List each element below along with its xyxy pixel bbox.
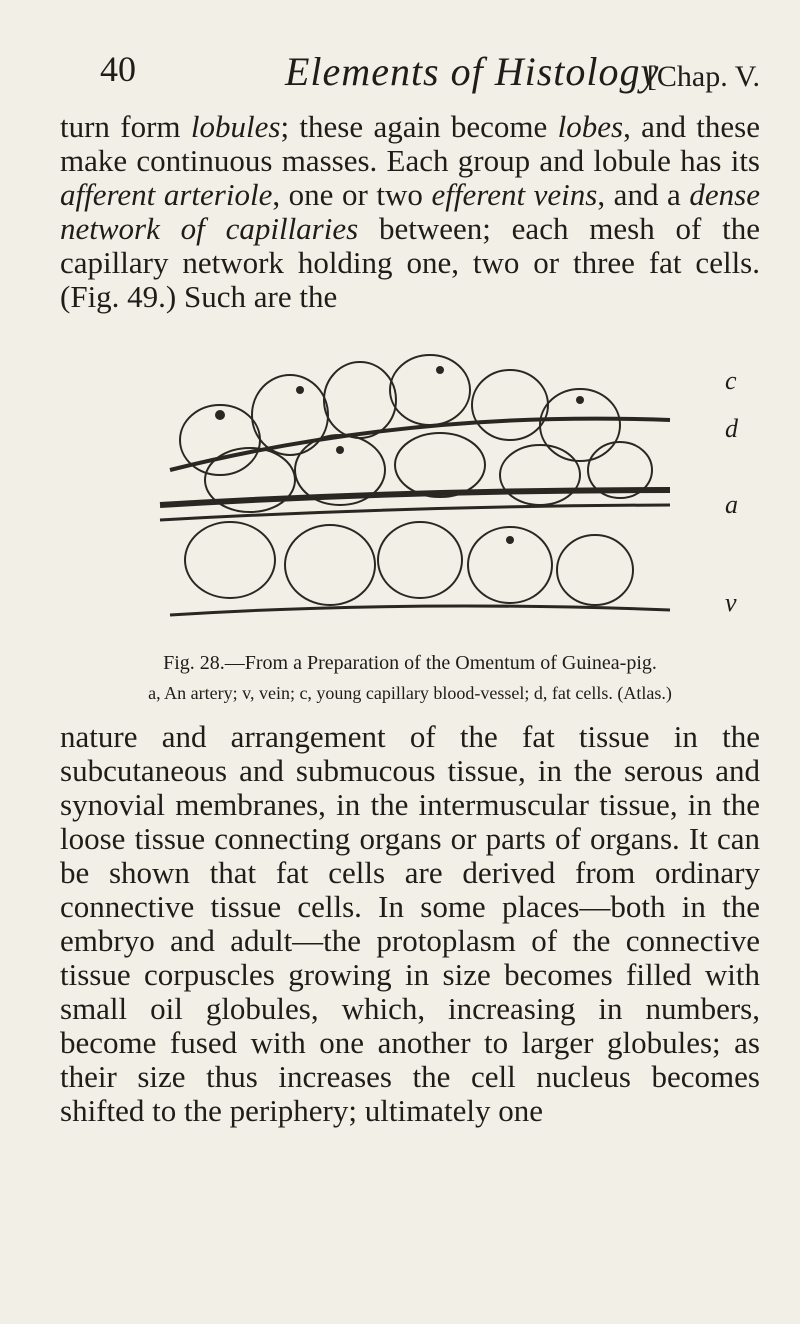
page-header bbox=[100, 48, 760, 108]
page-number: 40 bbox=[100, 49, 136, 89]
label-c: c bbox=[725, 366, 737, 395]
histology-figure bbox=[110, 330, 800, 660]
figure-caption bbox=[60, 648, 760, 708]
chapter-label: [Chap. V. bbox=[646, 60, 760, 93]
fat-tissue-illustration bbox=[110, 330, 710, 650]
label-v: v bbox=[725, 588, 737, 617]
label-a: a bbox=[725, 490, 738, 519]
running-title: Elements of Histology bbox=[285, 49, 660, 94]
caption-title: Fig. 28.—From a Preparation of the Omentum of Guinea-pig. bbox=[163, 652, 657, 674]
label-d: d bbox=[725, 414, 738, 443]
paragraph-bottom: nature and arrangement of the fat tissue in the subcutaneous and submucous tissue, in the serous and synovial membranes, in the intermuscular tissue, in the loose tissue connecting organs or parts of organs. It can be shown that fat cells are derived from ordinary connective tissue cells. In some places—both in the embryo and adult—the protoplasm of the connective tissue corpuscles growing in size becomes filled with small oil globules, which, increasing in numbers, become fused with one another to larger globules; as their size thus increases the cell nucleus becomes shifted to the periphery; ultimately one bbox=[60, 719, 760, 1128]
caption-legend: a, An artery; v, vein; c, young capillary blood-vessel; d, fat cells. (Atlas.) bbox=[148, 683, 672, 703]
paragraph-top: turn form lobules; these again become lobes, and these make continuous masses. Each group and lobule has its afferent arteriole, one or two efferent veins, and a dense network of capillaries between; each mesh of the capillary network holding one, two or three fat cells. (Fig. 49.) Such are the bbox=[60, 109, 760, 314]
